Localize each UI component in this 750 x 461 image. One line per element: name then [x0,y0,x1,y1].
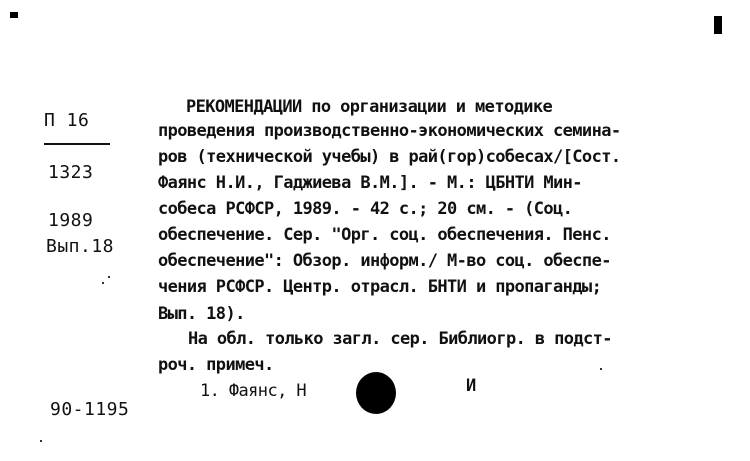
description-line: чения РСФСР. Центр. отрасл. БНТИ и пропаганды; [158,277,602,297]
speck [108,276,110,278]
description-line: На обл. только загл. сер. Библиогр. в подст- [188,329,612,349]
speck [40,440,42,442]
description-line: проведения производственно-экономических семина- [158,121,621,141]
speck [102,282,104,284]
description-line: обеспечение": Обзор. информ./ М-во соц. обеспе- [158,251,611,271]
accession-number: 90-1195 [50,399,130,420]
corner-mark-top-left [10,12,18,18]
shelf-mark-underline [44,143,110,145]
description-line: роч. примеч. [158,355,274,375]
corner-mark-top-right [714,16,722,34]
issue-number: Вып.18 [46,236,115,257]
card-number: 1323 [48,162,94,183]
speck [600,368,602,370]
ink-blot [356,372,396,414]
description-line: обеспечение. Сер. "Орг. соц. обеспечения. Пенс. [158,225,611,245]
description-line: Вып. 18). [158,304,245,324]
description-line: собеса РСФСР, 1989. - 42 с.; 20 см. - (Соц. [158,199,573,219]
tracing-name: 1. Фаянс, Н [200,381,306,401]
description-line: ров (технической учебы) в рай(гор)собесах/[Сост. [158,147,621,167]
shelf-mark: П 16 [44,110,90,131]
year: 1989 [48,210,94,231]
description-line: РЕКОМЕНДАЦИИ по организации и методике [186,97,553,117]
description-line: Фаянс Н.И., Гаджиева В.М.]. - М.: ЦБНТИ Мин- [158,173,582,193]
tracing-mark: И [466,376,476,396]
